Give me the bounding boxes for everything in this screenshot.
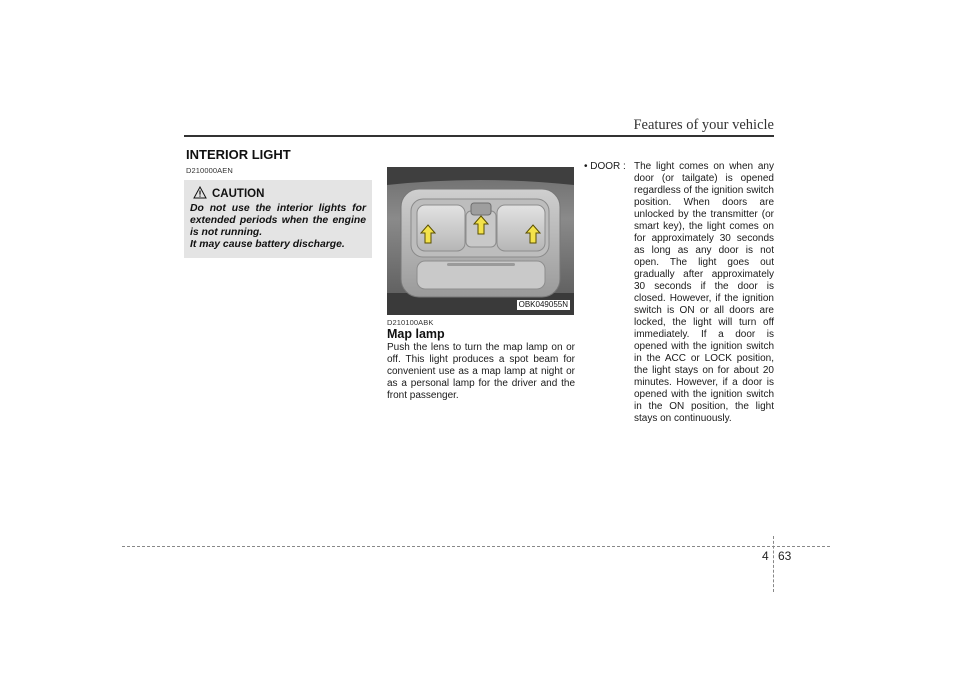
footer-divider <box>773 536 774 592</box>
chapter-number: 4 <box>762 549 769 563</box>
page-number: 63 <box>778 549 792 563</box>
map-lamp-illustration <box>387 167 574 315</box>
caution-title: CAUTION <box>212 188 265 200</box>
map-lamp-heading: Map lamp <box>387 327 445 341</box>
caution-line: Do not use the interior lights for extended periods when the engine is not running. <box>190 203 366 238</box>
door-text: The light comes on when any door (or tailgate) is opened regardless of the ignition switch position. When doors are unlocked by the transmitter (or smart key), the light comes on for approximately 30 seconds as long as any door is not open. The light goes out gradually after approximately 30 seconds if the door is closed. However, if the ignition switch is ON or all doors are locked, the light will turn off immediately. If a door is opened with the ignition switch in the ACC or LOCK position, the light stays on for about 20 minutes. However, if a door is opened with the ignition switch in the ON position, the light stays on continuously. <box>634 161 774 424</box>
map-lamp-text: Push the lens to turn the map lamp on or off. This light produces a spot beam for convenient use as a map lamp at night or as a personal lamp for the driver and the front passenger. <box>387 342 575 401</box>
arrow-up-icon <box>473 215 489 235</box>
map-lamp-code: D210100ABK <box>387 318 434 327</box>
figure-caption: OBK049055N <box>518 300 568 309</box>
warning-triangle-icon <box>193 186 207 199</box>
arrow-up-icon <box>420 224 436 244</box>
caution-line: It may cause battery discharge. <box>190 239 345 250</box>
header-rule <box>184 135 774 137</box>
arrow-up-icon <box>525 224 541 244</box>
caution-text <box>190 203 366 251</box>
section-code: D210000AEN <box>186 166 233 175</box>
running-header: Features of your vehicle <box>633 117 774 133</box>
caution-box <box>184 180 372 258</box>
door-label: • DOOR : <box>584 161 626 172</box>
footer-rule <box>122 546 830 547</box>
section-title: INTERIOR LIGHT <box>186 147 291 162</box>
map-lamp-photo <box>387 167 574 315</box>
